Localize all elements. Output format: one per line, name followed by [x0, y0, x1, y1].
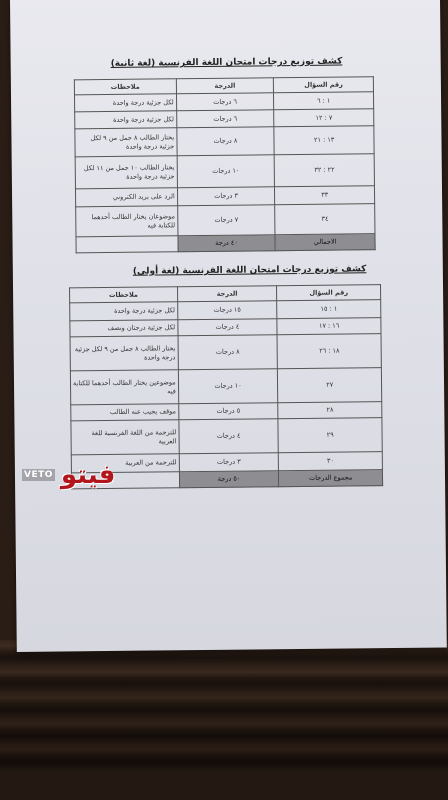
note-cell: موضوعين يختار الطالب أحدهما للكتابة فيه [70, 370, 178, 405]
note-cell: لكل جزئية درجة واحدة [74, 94, 176, 112]
score-cell: ٨ درجات [177, 127, 275, 156]
header-score: الدرجة [176, 78, 274, 94]
question-cell: ٢٨ [278, 402, 382, 419]
score-cell: ٦ درجات [176, 93, 274, 111]
table1-title: كشف توزيع درجات امتحان اللغة الفرنسية (لغة ثانية) [110, 56, 343, 69]
veto-watermark-logo [22, 455, 192, 495]
total-note-empty [76, 236, 178, 253]
question-cell: ١٨ : ٢٦ [277, 334, 381, 369]
table-row [75, 126, 374, 157]
note-cell: لكل جزئية درجة واحدة [75, 111, 177, 129]
note-cell: موضوعان يختار الطالب أحدهما للكتابة فيه [76, 206, 178, 237]
question-cell: ١ : ١٥ [277, 300, 381, 319]
watermark-arabic-text: فيتو [60, 460, 116, 490]
total-label: مجموع الدرجات [279, 470, 383, 487]
note-cell: يختار الطالب ٨ جمل من ٩ لكل جزئية درجة واحدة [75, 128, 177, 157]
header-question: رقم السؤال [274, 77, 374, 93]
table-row [71, 418, 382, 455]
total-label: الاجمالي [275, 234, 375, 251]
question-cell: ٣٤ [275, 204, 375, 235]
table-row [70, 334, 381, 371]
note-cell: الرد على بريد الكتروني [75, 188, 177, 207]
table1 [74, 76, 376, 253]
score-cell: ٤ درجات [179, 419, 279, 454]
note-cell: موقف يجيب عنه الطالب [71, 404, 179, 421]
score-cell: ٥ درجات [178, 403, 278, 420]
total-value: ٤٠ درجة [178, 235, 276, 252]
score-cell: ٨ درجات [178, 335, 278, 370]
header-question: رقم السؤال [277, 285, 381, 301]
note-cell: يختار الطالب ٨ جمل من ٩ لكل جزئية درجة واحدة [70, 336, 178, 371]
score-cell: ٧ درجات [177, 205, 275, 236]
note-cell: للترجمة من اللغة الفرنسية للغة العربية [71, 420, 179, 455]
question-cell: ٢٧ [278, 368, 382, 403]
question-cell: ١٣ : ٢١ [274, 126, 374, 155]
question-cell: ١ : ٦ [274, 92, 374, 110]
table-edge [0, 772, 448, 800]
question-cell: ٢٢ : ٣٢ [274, 154, 374, 187]
note-cell: للترجمة من العربية [71, 454, 179, 473]
header-notes: ملاحظات [70, 287, 178, 303]
header-score: الدرجة [177, 286, 277, 302]
question-cell: ٢٩ [278, 418, 382, 453]
question-cell: ٣٠ [279, 452, 383, 471]
score-cell: ٣ درجات [177, 187, 275, 206]
note-cell: لكل جزئية درجة واحدة [70, 302, 178, 321]
exam-paper [10, 0, 447, 652]
header-notes: ملاحظات [74, 79, 176, 95]
note-cell: لكل جزئية درجتان ونصف [70, 320, 178, 337]
total-value: ٥٠ درجة [179, 471, 279, 488]
score-cell: ١٠ درجات [177, 155, 275, 188]
watermark-latin-text: VETO [24, 470, 53, 480]
question-cell: ٣٣ [275, 186, 375, 205]
score-cell: ٣ درجات [179, 453, 279, 472]
table-row [76, 204, 375, 237]
table-row [75, 154, 374, 189]
table2-title: كشف توزيع درجات امتحان اللغة الفرنسية (لغة أولى) [132, 264, 367, 277]
question-cell: ١٦ : ١٧ [277, 318, 381, 335]
score-cell: ١٥ درجات [177, 301, 277, 320]
score-cell: ٤ درجات [178, 319, 278, 336]
score-cell: ٦ درجات [176, 110, 274, 128]
score-cell: ١٠ درجات [178, 369, 278, 404]
table-row [70, 368, 381, 405]
question-cell: ٧ : ١٢ [274, 109, 374, 127]
note-cell: يختار الطالب ١٠ جمل من ١١ لكل جزئية درجة واحدة [75, 156, 177, 189]
table1-total-row [76, 234, 375, 253]
